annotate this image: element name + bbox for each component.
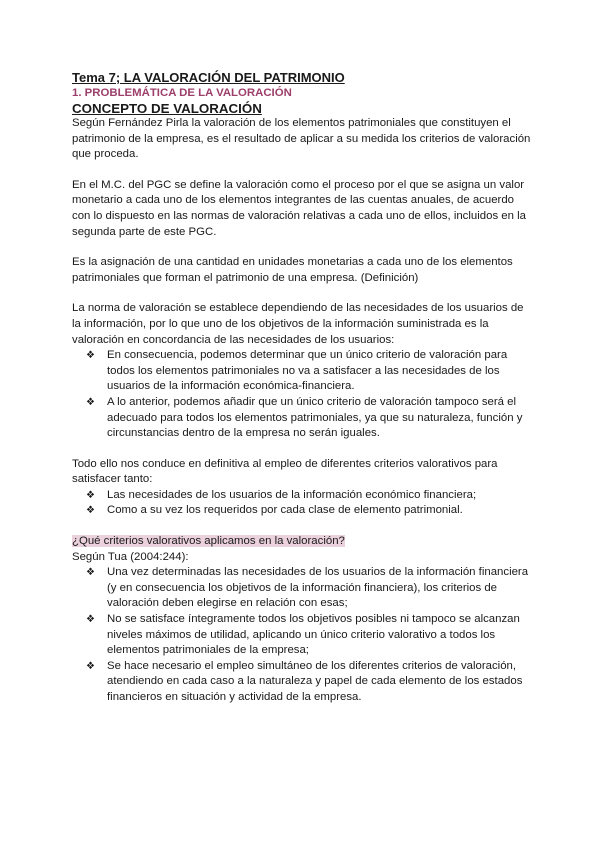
- list-item: [86, 488, 532, 504]
- list-item-text: Una vez determinadas las necesidades de los usuarios de la información financiera (y en consecuencia los objetivos de la información financiera), los criterios de valoración deben elegirse en relación con esas;: [107, 566, 529, 610]
- paragraph-conclusion: Todo ello nos conduce en definitiva al empleo de diferentes criterios valorativos para satisfacer tanto:: [72, 457, 498, 486]
- list-item: [86, 565, 532, 612]
- list-item-text: Las necesidades de los usuarios de la información económico financiera;: [107, 488, 477, 501]
- bullet-list-satisfacer: [72, 488, 532, 519]
- list-item: [86, 503, 532, 519]
- paragraph-pgc-definition: En el M.C. del PGC se define la valoración como el proceso por el que se asigna un valor monetario a cada uno de los elementos integrantes de las cuentas anuales, de acuerdo con lo dispuesto en las normas de valoración relativas a cada uno de ellos, incluidos en la segunda parte de este PGC.: [72, 178, 527, 238]
- diamond-bullet-icon: ❖: [86, 396, 95, 408]
- paragraph-fernandez-pirla: Según Fernández Pirla la valoración de los elementos patrimoniales que constituyen el patrimonio de la empresa, es el resultado de aplicar a su medida los criterios de valoración que proceda.: [72, 117, 531, 161]
- paragraph-definition: Es la asignación de una cantidad en unidades monetarias a cada uno de los elementos patrimoniales que forman el patrimonio de una empresa. (Definición): [72, 256, 513, 284]
- spacer: [72, 519, 532, 534]
- question-heading: [72, 534, 532, 550]
- list-item-text: En consecuencia, podemos determinar que un único criterio de valoración para todos los elementos patrimoniales no va a satisfacer a las necesidades de los usuarios de la información económica-financiera.: [107, 349, 508, 393]
- bullet-list-tua: [72, 565, 532, 705]
- diamond-bullet-icon: ❖: [86, 567, 95, 579]
- spacer: [72, 240, 532, 255]
- list-item-text: Como a su vez los requeridos por cada clase de elemento patrimonial.: [107, 504, 463, 517]
- spacer: [72, 163, 532, 178]
- list-item: [86, 612, 532, 659]
- list-item-text: No se satisface íntegramente todos los objetivos posibles ni tampoco se alcanzan niveles máximos de utilidad, aplicando un único criterio valorativo a todos los elementos patrimoniales de la empresa;: [107, 613, 520, 657]
- diamond-bullet-icon: ❖: [86, 350, 95, 362]
- spacer: [72, 442, 532, 457]
- highlighted-question: ¿Qué criterios valorativos aplicamos en la valoración?: [72, 535, 345, 548]
- citation: Según Tua (2004:244):: [72, 550, 189, 563]
- list-item-text: Se hace necesario el empleo simultáneo de los diferentes criterios de valoración, atendiendo en cada caso a la naturaleza y papel de cada elemento de los estados financieros en situación y actividad de la empresa.: [107, 659, 523, 703]
- list-item: [86, 395, 532, 442]
- list-item: [86, 348, 532, 395]
- diamond-bullet-icon: ❖: [86, 505, 95, 517]
- page-title: Tema 7; LA VALORACIÓN DEL PATRIMONIO: [72, 70, 345, 85]
- list-item-text: A lo anterior, podemos añadir que un único criterio de valoración tampoco será el adecuado para todos los elementos patrimoniales, ya que su naturaleza, función y circunstancias dentro de la empresa no serán iguales.: [107, 395, 523, 440]
- section-heading: 1. PROBLEMÁTICA DE LA VALORACIÓN: [72, 87, 292, 99]
- document-page: [72, 70, 532, 706]
- diamond-bullet-icon: ❖: [86, 614, 95, 626]
- bullet-list-consecuencias: [72, 348, 532, 442]
- spacer: [72, 286, 532, 301]
- list-item: [86, 659, 532, 706]
- paragraph-norma-valoracion: La norma de valoración se establece dependiendo de las necesidades de los usuarios de la información, por lo que uno de los objetivos de la información suministrada es la valoración en concordancia de las necesidades de los usuarios:: [72, 302, 524, 346]
- diamond-bullet-icon: ❖: [86, 660, 95, 672]
- diamond-bullet-icon: ❖: [86, 489, 95, 501]
- subsection-heading: CONCEPTO DE VALORACIÓN: [72, 101, 262, 116]
